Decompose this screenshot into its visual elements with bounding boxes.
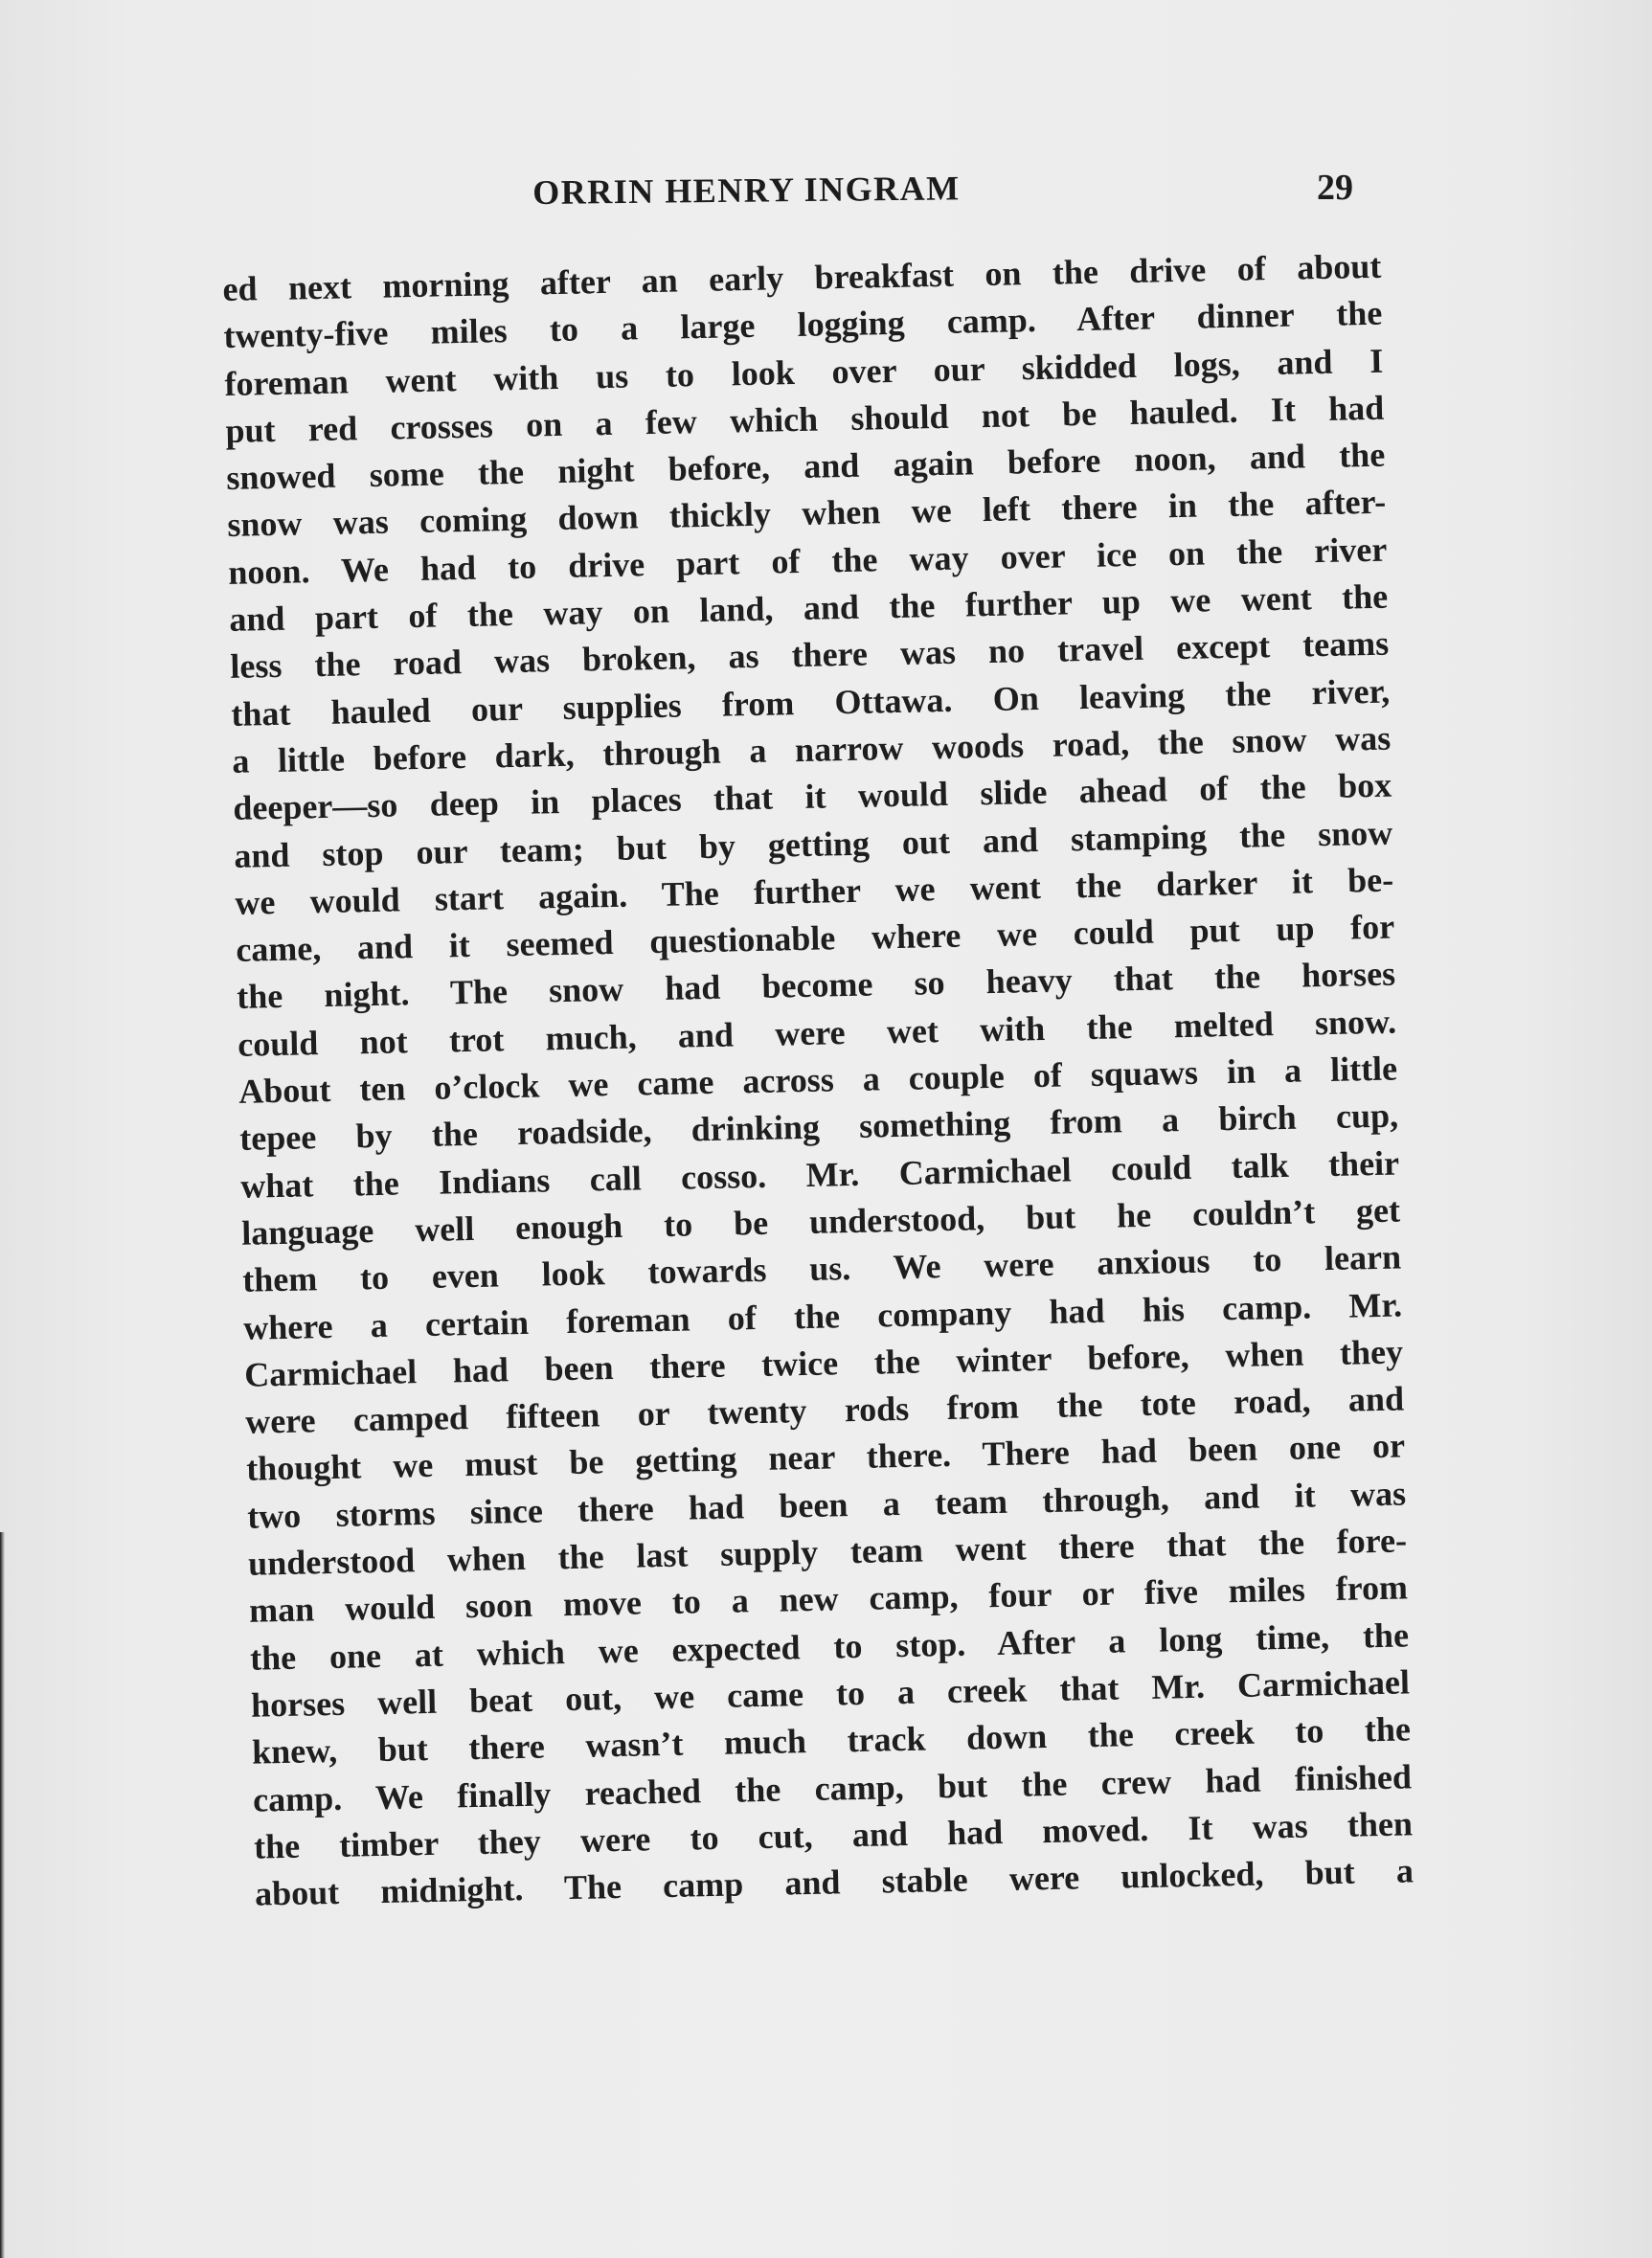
page-edge-shadow [0, 1532, 5, 2258]
text-line: less the road was broken, as there was no travel except teams [229, 624, 1390, 687]
text-line: where a certain foreman of the company had his camp. Mr. [242, 1285, 1403, 1347]
text-line: two storms since there had been a team through, and it was [246, 1474, 1407, 1536]
text-line: language well enough to be understood, but he couldn’t get [240, 1190, 1401, 1253]
text-line: came, and it seemed questionable where we could put up for [235, 907, 1395, 970]
text-line: About ten o’clock we came across a couple of squaws in a little [238, 1049, 1398, 1111]
text-line: twenty-five miles to a large logging camp. After dinner the [223, 294, 1383, 356]
text-line: horses well beat out, we came to a creek that Mr. Carmichael [250, 1662, 1411, 1725]
text-line: snowed some the night before, and again before noon, and the [226, 435, 1386, 498]
text-line: tepee by the roadside, drinking something from a birch cup, [238, 1095, 1399, 1159]
text-line: deeper—so deep in places that it would slide ahead of the box [232, 765, 1392, 828]
text-line: put red crosses on a few which should not be hauled. It had [225, 388, 1385, 450]
text-line: knew, but there wasn’t much track down the creek to the [251, 1709, 1412, 1772]
text-line: what the Indians call cosso. Mr. Carmichael could talk their [239, 1143, 1400, 1206]
text-line: the one at which we expected to stop. After a long time, the [249, 1615, 1410, 1678]
text-line: and part of the way on land, and the further up we went the [229, 576, 1389, 639]
page-number: 29 [1317, 168, 1353, 208]
text-line: thought we must be getting near there. There had been one or [245, 1426, 1406, 1489]
text-line: and stop our team; but by getting out and stamping the snow [233, 813, 1393, 875]
text-line: the night. The snow had become so heavy that the horses [236, 955, 1396, 1017]
text-line: snow was coming down thickly when we left there in the after- [227, 483, 1387, 545]
text-line: them to even look towards us. We were anxious to learn [241, 1237, 1402, 1300]
text-line: about midnight. The camp and stable were unlocked, but a [254, 1851, 1414, 1913]
text-line: foreman went with us to look over our skidded logs, and I [224, 341, 1384, 403]
body-text [222, 243, 1414, 1918]
text-line: we would start again. The further we went the darker it be- [234, 860, 1394, 922]
text-line: a little before dark, through a narrow woods road, the snow was [231, 718, 1392, 780]
text-line: noon. We had to drive part of the way over ice on the river [228, 530, 1388, 592]
running-head [0, 170, 1652, 228]
text-line: the timber they were to cut, and had moved. It was then [253, 1804, 1414, 1866]
text-line: understood when the last supply team went there that the fore- [247, 1521, 1408, 1583]
text-line: could not trot much, and were wet with the melted snow. [237, 1002, 1397, 1064]
text-line: camp. We finally reached the camp, but the crew had finished [252, 1756, 1413, 1819]
text-line: Carmichael had been there twice the winter before, when they [243, 1332, 1404, 1394]
text-line: man would soon move to a new camp, four or five miles from [248, 1568, 1409, 1631]
text-line: that hauled our supplies from Ottawa. On leaving the river, [230, 671, 1391, 734]
running-title: ORRIN HENRY INGRAM [532, 169, 961, 212]
text-line: were camped fifteen or twenty rods from the tote road, and [244, 1379, 1405, 1441]
text-line: ed next morning after an early breakfast on the drive of about [222, 246, 1382, 308]
